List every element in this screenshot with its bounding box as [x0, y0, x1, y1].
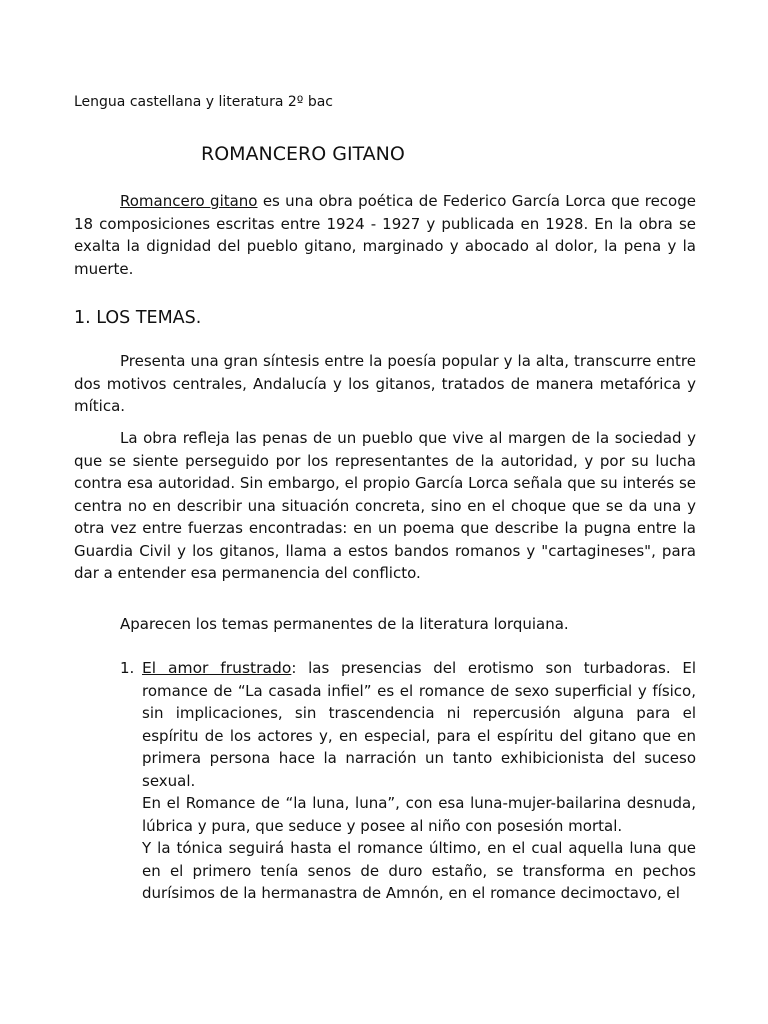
course-header: Lengua castellana y literatura 2º bac	[74, 94, 333, 110]
section-heading-temas: 1. LOS TEMAS.	[74, 308, 202, 328]
intro-paragraph	[74, 190, 696, 280]
page-title: ROMANCERO GITANO	[201, 143, 405, 165]
list-item-text: : las presencias del erotismo son turbadoras. El romance de “La casada infiel” es el romance de sexo superficial y físico, sin implicaciones, sin trascendencia ni repercusión alguna para el espíritu de los actores y, en especial, para el espíritu del gitano que en primera persona hace la narración un tanto exhibicionista del suceso sexual.	[142, 659, 697, 790]
list-item-text: En el Romance de “la luna, luna”, con esa luna-mujer-bailarina desnuda, lúbrica y pura, que seduce y posee al niño con posesión mortal.	[142, 794, 696, 835]
paragraph: La obra refleja las penas de un pueblo que vive al margen de la sociedad y que se siente perseguido por los representantes de la autoridad, y por su lucha contra esa autoridad. Sin embargo, el propio García Lorca señala que su interés se centra no en describir una situación concreta, sino en el choque que se da una y otra vez entre fuerzas encontradas: en un poema que describe la pugna entre la Guardia Civil y los gitanos, llama a estos bandos romanos y "cartagineses", para dar a entender esa permanencia del conflicto.	[74, 429, 696, 582]
list-item-term: El amor frustrado	[142, 659, 292, 677]
list-item-first-line	[142, 657, 696, 792]
work-title: Romancero gitano	[120, 192, 258, 210]
list-item	[74, 657, 696, 905]
themes-list	[74, 657, 696, 905]
document-page	[74, 92, 697, 902]
paragraph: Aparecen los temas permanentes de la literatura lorquiana.	[120, 615, 569, 633]
list-number: 1.	[120, 659, 135, 677]
intro-text: es una obra poética de Federico García Lorca que recoge 18 composiciones escritas entre 1924 - 1927 y publicada en 1928. En la obra se exalta la dignidad del pueblo gitano, marginado y abocado al dolor, la pena y la muerte.	[74, 192, 696, 278]
list-item-text: Y la tónica seguirá hasta el romance último, en el cual aquella luna que en el primero tenía senos de duro estaño, se transforma en pechos durísimos de la hermanastra de Amnón, en el romance decimoctavo, el	[142, 839, 696, 902]
paragraph: Presenta una gran síntesis entre la poesía popular y la alta, transcurre entre dos motivos centrales, Andalucía y los gitanos, tratados de manera metafórica y mítica.	[74, 352, 696, 415]
